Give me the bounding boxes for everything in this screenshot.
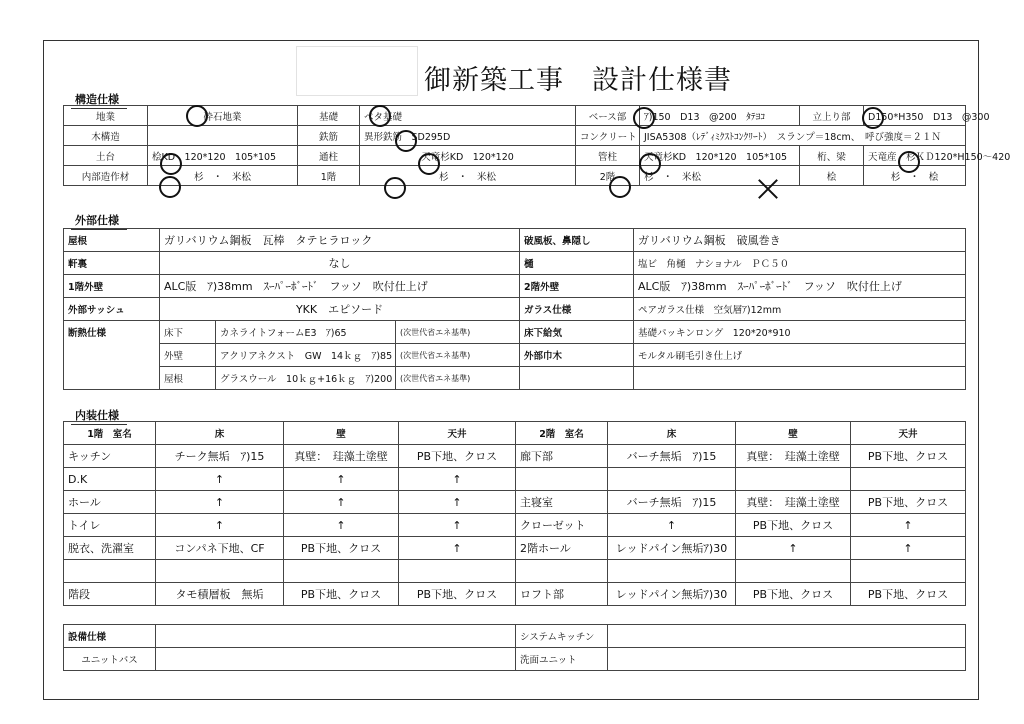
interior-cell-floor-1f: タモ積層板 無垢 bbox=[156, 583, 284, 606]
interior-row bbox=[64, 445, 966, 468]
label-hafu: 破風板、鼻隠し bbox=[520, 229, 634, 252]
header-2f-ceiling: 天井 bbox=[851, 422, 966, 445]
label-2f: 2階 bbox=[576, 166, 640, 186]
exterior-row-1 bbox=[64, 229, 966, 252]
note-dannetsu-yane: (次世代省エネ基準) bbox=[396, 367, 520, 390]
label-senmen-unit: 洗面ユニット bbox=[516, 648, 608, 671]
value-unit-bath bbox=[156, 648, 516, 671]
interior-cell-floor-2f bbox=[608, 560, 736, 583]
value-tachiagari: D150*H350 D13 @300 bbox=[864, 106, 966, 126]
value-kudabashira: 天竜杉KD 120*120 105*105 bbox=[640, 146, 800, 166]
value-gaibu-habaki: モルタル刷毛引き仕上げ bbox=[634, 344, 966, 367]
interior-header-row bbox=[64, 422, 966, 445]
interior-cell-ceiling-2f: ↑ bbox=[851, 514, 966, 537]
interior-cell-wall-2f bbox=[736, 560, 851, 583]
structure-row-3 bbox=[64, 146, 966, 166]
interior-cell-ceiling-1f: ↑ bbox=[399, 514, 516, 537]
interior-cell-room-1f: キッチン bbox=[64, 445, 156, 468]
value-glass: ペアガラス仕様 空気層ｱ)12mm bbox=[634, 298, 966, 321]
value-concrete: JISA5308（ﾚﾃﾞｨﾐｸｽﾄｺﾝｸﾘｰﾄ） スランプ＝18cm、 呼び強度＝２１Ｎ bbox=[640, 126, 966, 146]
label-dannetsu-yane: 屋根 bbox=[160, 367, 216, 390]
header-1f-floor: 床 bbox=[156, 422, 284, 445]
label-naibu-zosaku: 内部造作材 bbox=[64, 166, 148, 186]
exterior-row-3 bbox=[64, 275, 966, 298]
interior-cell-ceiling-2f bbox=[851, 468, 966, 491]
interior-row bbox=[64, 468, 966, 491]
equipment-row-1 bbox=[64, 625, 966, 648]
interior-cell-floor-2f: バーチ無垢 ｱ)15 bbox=[608, 445, 736, 468]
label-2f-gaiheki: 2階外壁 bbox=[520, 275, 634, 298]
section-exterior-heading: 外部仕様 bbox=[75, 214, 119, 227]
interior-cell-floor-2f: レッドパイン無垢ｱ)30 bbox=[608, 583, 736, 606]
value-yukashita: カネライトフォームE3 ｱ)65 bbox=[216, 321, 396, 344]
header-1f-ceiling: 天井 bbox=[399, 422, 516, 445]
interior-cell-wall-1f: PB下地、クロス bbox=[284, 583, 399, 606]
exterior-row-4 bbox=[64, 298, 966, 321]
interior-cell-wall-1f: ↑ bbox=[284, 468, 399, 491]
value-2f-gaiheki: ALC版 ｱ)38mm ｽｰﾊﾟｰﾎﾞｰﾄﾞ フッソ 吹付仕上げ bbox=[634, 275, 966, 298]
interior-cell-room-2f bbox=[516, 468, 608, 491]
label-glass: ガラス仕様 bbox=[520, 298, 634, 321]
value-base: ｱ)150 D13 @200 ﾀﾃﾖｺ bbox=[640, 106, 800, 126]
value-keta-hari: 天竜産 杉ＫＤ120*H150～420 bbox=[864, 146, 966, 166]
header-2f-room: 2階 室名 bbox=[516, 422, 608, 445]
interior-cell-room-1f: 脱衣、洗濯室 bbox=[64, 537, 156, 560]
value-hafu: ガリバリウム鋼板 破風巻き bbox=[634, 229, 966, 252]
header-2f-floor: 床 bbox=[608, 422, 736, 445]
interior-cell-floor-1f: ↑ bbox=[156, 468, 284, 491]
interior-cell-ceiling-2f: PB下地、クロス bbox=[851, 445, 966, 468]
blank-cell bbox=[64, 344, 160, 367]
value-1f-gaiheki: ALC版 ｱ)38mm ｽｰﾊﾟｰﾎﾞｰﾄﾞ フッソ 吹付仕上げ bbox=[160, 275, 520, 298]
interior-cell-wall-2f: 真壁： 珪藻土塗壁 bbox=[736, 445, 851, 468]
equipment-row-2 bbox=[64, 648, 966, 671]
exterior-row-2 bbox=[64, 252, 966, 275]
interior-row bbox=[64, 583, 966, 606]
value-1f: 杉 ・ 米松 bbox=[360, 166, 576, 186]
label-kiso: 基礎 bbox=[298, 106, 360, 126]
exterior-table bbox=[63, 228, 966, 390]
interior-cell-ceiling-1f bbox=[399, 560, 516, 583]
label-sash: 外部サッシュ bbox=[64, 298, 160, 321]
exterior-row-7 bbox=[64, 367, 966, 390]
blank-cell bbox=[634, 367, 966, 390]
value-yukashita-kyuki: 基礎パッキンロング 120*20*910 bbox=[634, 321, 966, 344]
interior-cell-floor-1f bbox=[156, 560, 284, 583]
label-system-kitchen: システムキッチン bbox=[516, 625, 608, 648]
interior-cell-floor-2f: バーチ無垢 ｱ)15 bbox=[608, 491, 736, 514]
interior-cell-ceiling-2f: PB下地、クロス bbox=[851, 491, 966, 514]
interior-cell-ceiling-2f: PB下地、クロス bbox=[851, 583, 966, 606]
label-yukashita: 床下 bbox=[160, 321, 216, 344]
label-base: ベース部 bbox=[576, 106, 640, 126]
interior-cell-room-2f: クローゼット bbox=[516, 514, 608, 537]
value-jigyo: 砕石地業 bbox=[148, 106, 298, 126]
section-structure-heading: 構造仕様 bbox=[75, 93, 119, 106]
interior-cell-room-2f: ロフト部 bbox=[516, 583, 608, 606]
interior-cell-floor-2f: ↑ bbox=[608, 514, 736, 537]
interior-cell-ceiling-1f: ↑ bbox=[399, 537, 516, 560]
label-tekkin: 鉄筋 bbox=[298, 126, 360, 146]
interior-cell-wall-2f: ↑ bbox=[736, 537, 851, 560]
interior-cell-wall-1f: PB下地、クロス bbox=[284, 537, 399, 560]
interior-cell-wall-1f: ↑ bbox=[284, 491, 399, 514]
label-gaibu-habaki: 外部巾木 bbox=[520, 344, 634, 367]
interior-cell-ceiling-2f: ↑ bbox=[851, 537, 966, 560]
interior-cell-room-1f: トイレ bbox=[64, 514, 156, 537]
label-hinoki: 桧 bbox=[800, 166, 864, 186]
value-senmen-unit bbox=[608, 648, 966, 671]
interior-cell-room-1f: 階段 bbox=[64, 583, 156, 606]
value-kiso: ベタ基礎 bbox=[360, 106, 576, 126]
label-dodai: 土台 bbox=[64, 146, 148, 166]
value-naibu-zosaku: 杉 ・ 米松 bbox=[148, 166, 298, 186]
interior-cell-room-1f: ホール bbox=[64, 491, 156, 514]
label-mokukozo: 木構造 bbox=[64, 126, 148, 146]
label-nokiura: 軒裏 bbox=[64, 252, 160, 275]
value-hinoki: 杉 ・ 桧 bbox=[864, 166, 966, 186]
label-yukashita-kyuki: 床下給気 bbox=[520, 321, 634, 344]
structure-table bbox=[63, 105, 1011, 186]
interior-cell-room-2f: 廊下部 bbox=[516, 445, 608, 468]
note-yukashita: (次世代省エネ基準) bbox=[396, 321, 520, 344]
value-toshibashira: 天竜杉KD 120*120 bbox=[360, 146, 576, 166]
equipment-table bbox=[63, 624, 966, 671]
interior-cell-wall-2f: PB下地、クロス bbox=[736, 583, 851, 606]
interior-cell-floor-1f: ↑ bbox=[156, 514, 284, 537]
label-1f: 1階 bbox=[298, 166, 360, 186]
interior-cell-wall-1f: 真壁： 珪藻土塗壁 bbox=[284, 445, 399, 468]
label-dannetsu-gaiheki: 外壁 bbox=[160, 344, 216, 367]
header-2f-wall: 壁 bbox=[736, 422, 851, 445]
interior-cell-room-2f: 2階ホール bbox=[516, 537, 608, 560]
value-dannetsu-gaiheki: アクリアネクスト GW 14ｋｇ ｱ)85 bbox=[216, 344, 396, 367]
label-unit-bath: ユニットバス bbox=[64, 648, 156, 671]
value-sash: YKK エピソード bbox=[160, 298, 520, 321]
interior-cell-ceiling-2f bbox=[851, 560, 966, 583]
label-toshibashira: 通柱 bbox=[298, 146, 360, 166]
blank-cell bbox=[64, 367, 160, 390]
exterior-row-6 bbox=[64, 344, 966, 367]
label-dannetsu: 断熱仕様 bbox=[64, 321, 160, 344]
label-concrete: コンクリート bbox=[576, 126, 640, 146]
redacted-name-box bbox=[296, 46, 418, 96]
interior-cell-ceiling-1f: PB下地、クロス bbox=[399, 445, 516, 468]
value-2f: 杉 ・ 米松 bbox=[640, 166, 800, 186]
interior-cell-room-2f: 主寝室 bbox=[516, 491, 608, 514]
label-setsubi: 設備仕様 bbox=[64, 625, 156, 648]
label-tachiagari: 立上り部 bbox=[800, 106, 864, 126]
document-title: 御新築工事 設計仕様書 bbox=[424, 65, 732, 96]
header-1f-room: 1階 室名 bbox=[64, 422, 156, 445]
value-setsubi bbox=[156, 625, 516, 648]
interior-row bbox=[64, 514, 966, 537]
interior-cell-ceiling-1f: PB下地、クロス bbox=[399, 583, 516, 606]
exterior-row-5 bbox=[64, 321, 966, 344]
label-keta-hari: 桁、梁 bbox=[800, 146, 864, 166]
interior-row bbox=[64, 537, 966, 560]
interior-cell-floor-1f: チーク無垢 ｱ)15 bbox=[156, 445, 284, 468]
interior-row bbox=[64, 560, 966, 583]
value-mokukozo bbox=[148, 126, 298, 146]
interior-cell-floor-2f bbox=[608, 468, 736, 491]
interior-cell-wall-1f: ↑ bbox=[284, 514, 399, 537]
interior-cell-floor-2f: レッドパイン無垢ｱ)30 bbox=[608, 537, 736, 560]
interior-table bbox=[63, 421, 966, 606]
structure-row-1 bbox=[64, 106, 966, 126]
value-yane: ガリバリウム鋼板 瓦棒 タテヒラロック bbox=[160, 229, 520, 252]
label-toi: 樋 bbox=[520, 252, 634, 275]
note-dannetsu-gaiheki: (次世代省エネ基準) bbox=[396, 344, 520, 367]
value-dodai: 桧KD 120*120 105*105 bbox=[148, 146, 298, 166]
structure-row-2 bbox=[64, 126, 966, 146]
label-kudabashira: 管柱 bbox=[576, 146, 640, 166]
interior-cell-ceiling-1f: ↑ bbox=[399, 491, 516, 514]
interior-cell-wall-2f: 真壁： 珪藻土塗壁 bbox=[736, 491, 851, 514]
structure-row-4 bbox=[64, 166, 966, 186]
header-1f-wall: 壁 bbox=[284, 422, 399, 445]
label-yane: 屋根 bbox=[64, 229, 160, 252]
interior-cell-room-2f bbox=[516, 560, 608, 583]
interior-cell-wall-2f bbox=[736, 468, 851, 491]
interior-cell-wall-1f bbox=[284, 560, 399, 583]
interior-cell-floor-1f: ↑ bbox=[156, 491, 284, 514]
value-tekkin: 異形鉄筋 SD295D bbox=[360, 126, 576, 146]
interior-cell-room-1f: D.K bbox=[64, 468, 156, 491]
label-jigyo: 地業 bbox=[64, 106, 148, 126]
value-system-kitchen bbox=[608, 625, 966, 648]
blank-cell bbox=[520, 367, 634, 390]
section-interior-heading: 内装仕様 bbox=[75, 409, 119, 422]
value-dannetsu-yane: グラスウール 10ｋｇ+16ｋｇ ｱ)200 bbox=[216, 367, 396, 390]
interior-row bbox=[64, 491, 966, 514]
interior-cell-floor-1f: コンパネ下地、CF bbox=[156, 537, 284, 560]
interior-cell-wall-2f: PB下地、クロス bbox=[736, 514, 851, 537]
value-toi: 塩ビ 角樋 ナショナル ＰＣ５０ bbox=[634, 252, 966, 275]
interior-cell-ceiling-1f: ↑ bbox=[399, 468, 516, 491]
interior-cell-room-1f bbox=[64, 560, 156, 583]
value-nokiura: なし bbox=[160, 252, 520, 275]
label-1f-gaiheki: 1階外壁 bbox=[64, 275, 160, 298]
